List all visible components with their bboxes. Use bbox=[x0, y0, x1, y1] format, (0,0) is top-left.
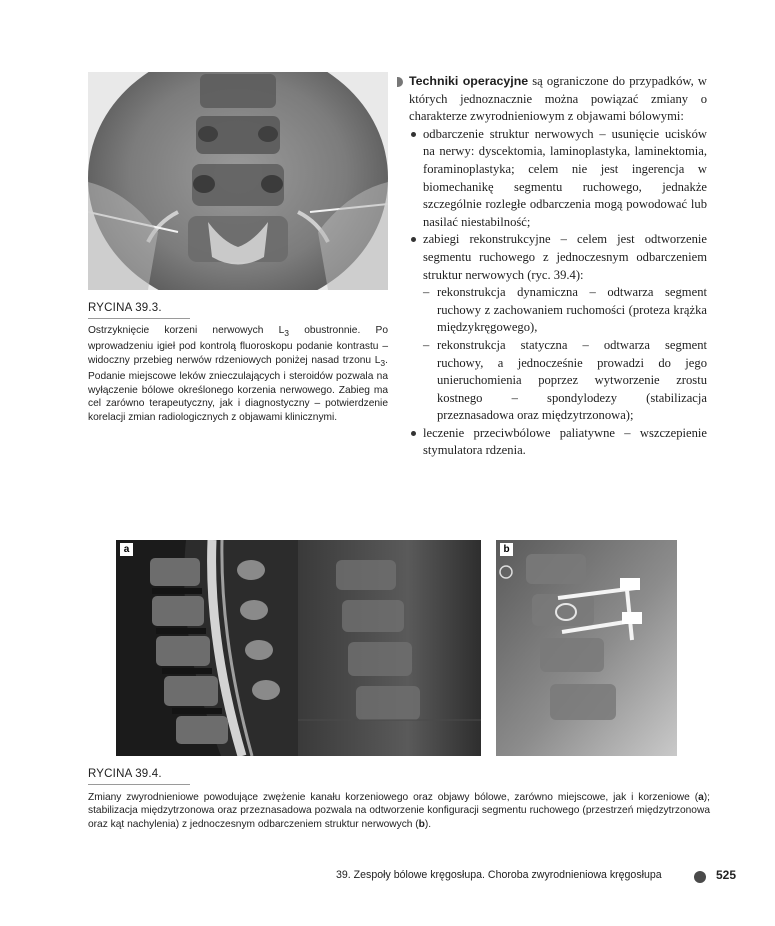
page-number: 525 bbox=[716, 868, 737, 882]
dash-marker: – bbox=[423, 337, 430, 352]
list-item bbox=[409, 126, 707, 232]
caption-subscript: 3 bbox=[284, 328, 290, 339]
section-marker-icon bbox=[397, 77, 403, 87]
footer-dot-icon bbox=[694, 871, 706, 883]
caption-subscript: 3 bbox=[380, 357, 386, 368]
list-item bbox=[409, 425, 707, 460]
panel-a-label: a bbox=[120, 543, 133, 556]
figure-39-4-panel-b-image bbox=[496, 540, 677, 756]
caption-text-segment: . Podanie miejscowe leków znieczulających i steroidów pozwala na wyłączenie bólowe określonego korzenia nerwowego. Zabieg ma cel zarówno terapeutyczny, jak i diagnostyczny – potwierdzenie korelacji zmian radiologicznych z objawami klinicznymi. bbox=[88, 354, 388, 423]
caption-text-segment: Zmiany zwyrodnieniowe powodujące zwężenie kanału korzeniowego oraz objawy bólowe, zarówno miejscowe, jak i korzeniowe ( bbox=[88, 792, 699, 803]
dash-text: rekonstrukcja statyczna – odtwarza segment ruchowy, a jednocześnie prowadzi do jego unieruchomienia poprzez wytworzenie zrostu kostnego – spondylodezy (stabilizacja przeznasadowa oraz międzytrzonowa); bbox=[437, 337, 707, 423]
figure-39-3-caption-text bbox=[88, 324, 388, 424]
figure-39-3-caption-heading: RYCINA 39.3. bbox=[88, 302, 162, 314]
dash-list-item bbox=[423, 284, 707, 337]
figure-39-4-caption-rule bbox=[88, 784, 190, 785]
intro-paragraph bbox=[409, 73, 707, 126]
list-item bbox=[409, 231, 707, 425]
figure-39-4-caption-heading: RYCINA 39.4. bbox=[88, 768, 162, 780]
caption-text-segment: obustronnie. Po wprowadzeniu igieł pod kontrolą fluoroskopu podanie kontrastu – widoczny przebieg nerwów rdzeniowych poniżej nasad trzonu L bbox=[88, 325, 388, 366]
caption-bold-ref: a bbox=[698, 792, 704, 803]
intro-text: są ograniczone do przypadków, w których jednoznacznie można powiązać zmiany o charakterze zwyrodnieniowym z objawami bólowymi: bbox=[409, 74, 707, 124]
figure-39-3-fluoroscopy-image bbox=[88, 72, 388, 290]
caption-text-segment: ); stabilizacja międzytrzonowa oraz przeznasadowa pozwala na odtworzenie konfiguracji segmentu ruchowego (przestrzeń międzytrzonowa oraz kąt nachylenia) z jednoczesnym odbarczeniem struktur nerwowych ( bbox=[88, 792, 710, 830]
running-footer-title: 39. Zespoły bólowe kręgosłupa. Choroba zwyrodnieniowa kręgosłupa bbox=[336, 869, 662, 881]
caption-text-segment: Ostrzyknięcie korzeni nerwowych L bbox=[88, 325, 285, 336]
intro-term: Techniki operacyjne bbox=[409, 74, 529, 88]
dash-text: rekonstrukcja dynamiczna – odtwarza segment ruchowy z zachowaniem ruchomości (proteza krążka międzykręgowego), bbox=[437, 285, 707, 335]
caption-bold-ref: b bbox=[418, 818, 425, 830]
bullet-list bbox=[409, 126, 707, 460]
dash-list-item bbox=[423, 337, 707, 425]
bullet-text: zabiegi rekonstrukcyjne – celem jest odtworzenie segmentu ruchowego z jednoczesnym odbarczeniem struktur nerwowych (ryc. 39.4): bbox=[423, 232, 707, 282]
caption-text-segment: ). bbox=[424, 818, 432, 830]
bullet-text: leczenie przeciwbólowe paliatywne – wszczepienie stymulatora rdzenia. bbox=[423, 425, 707, 458]
body-text-column bbox=[409, 73, 707, 460]
dash-list bbox=[423, 284, 707, 425]
bullet-text: odbarczenie struktur nerwowych – usunięcie ucisków na nerwy: dyscektomia, laminoplastyka, laminektomia, foraminoplastyka; celem nie jest ingerencja w biomechanikę segmentu ruchowego, jednakże szczególnie rozległe odbarczenia mogą powodować lub nasilać niestabilność; bbox=[423, 126, 707, 229]
panel-b-label: b bbox=[500, 543, 513, 556]
figure-39-4-caption-text bbox=[88, 791, 710, 831]
dash-marker: – bbox=[423, 285, 430, 300]
figure-39-4-panel-a-image bbox=[116, 540, 481, 756]
figure-39-3-caption-rule bbox=[88, 318, 190, 319]
